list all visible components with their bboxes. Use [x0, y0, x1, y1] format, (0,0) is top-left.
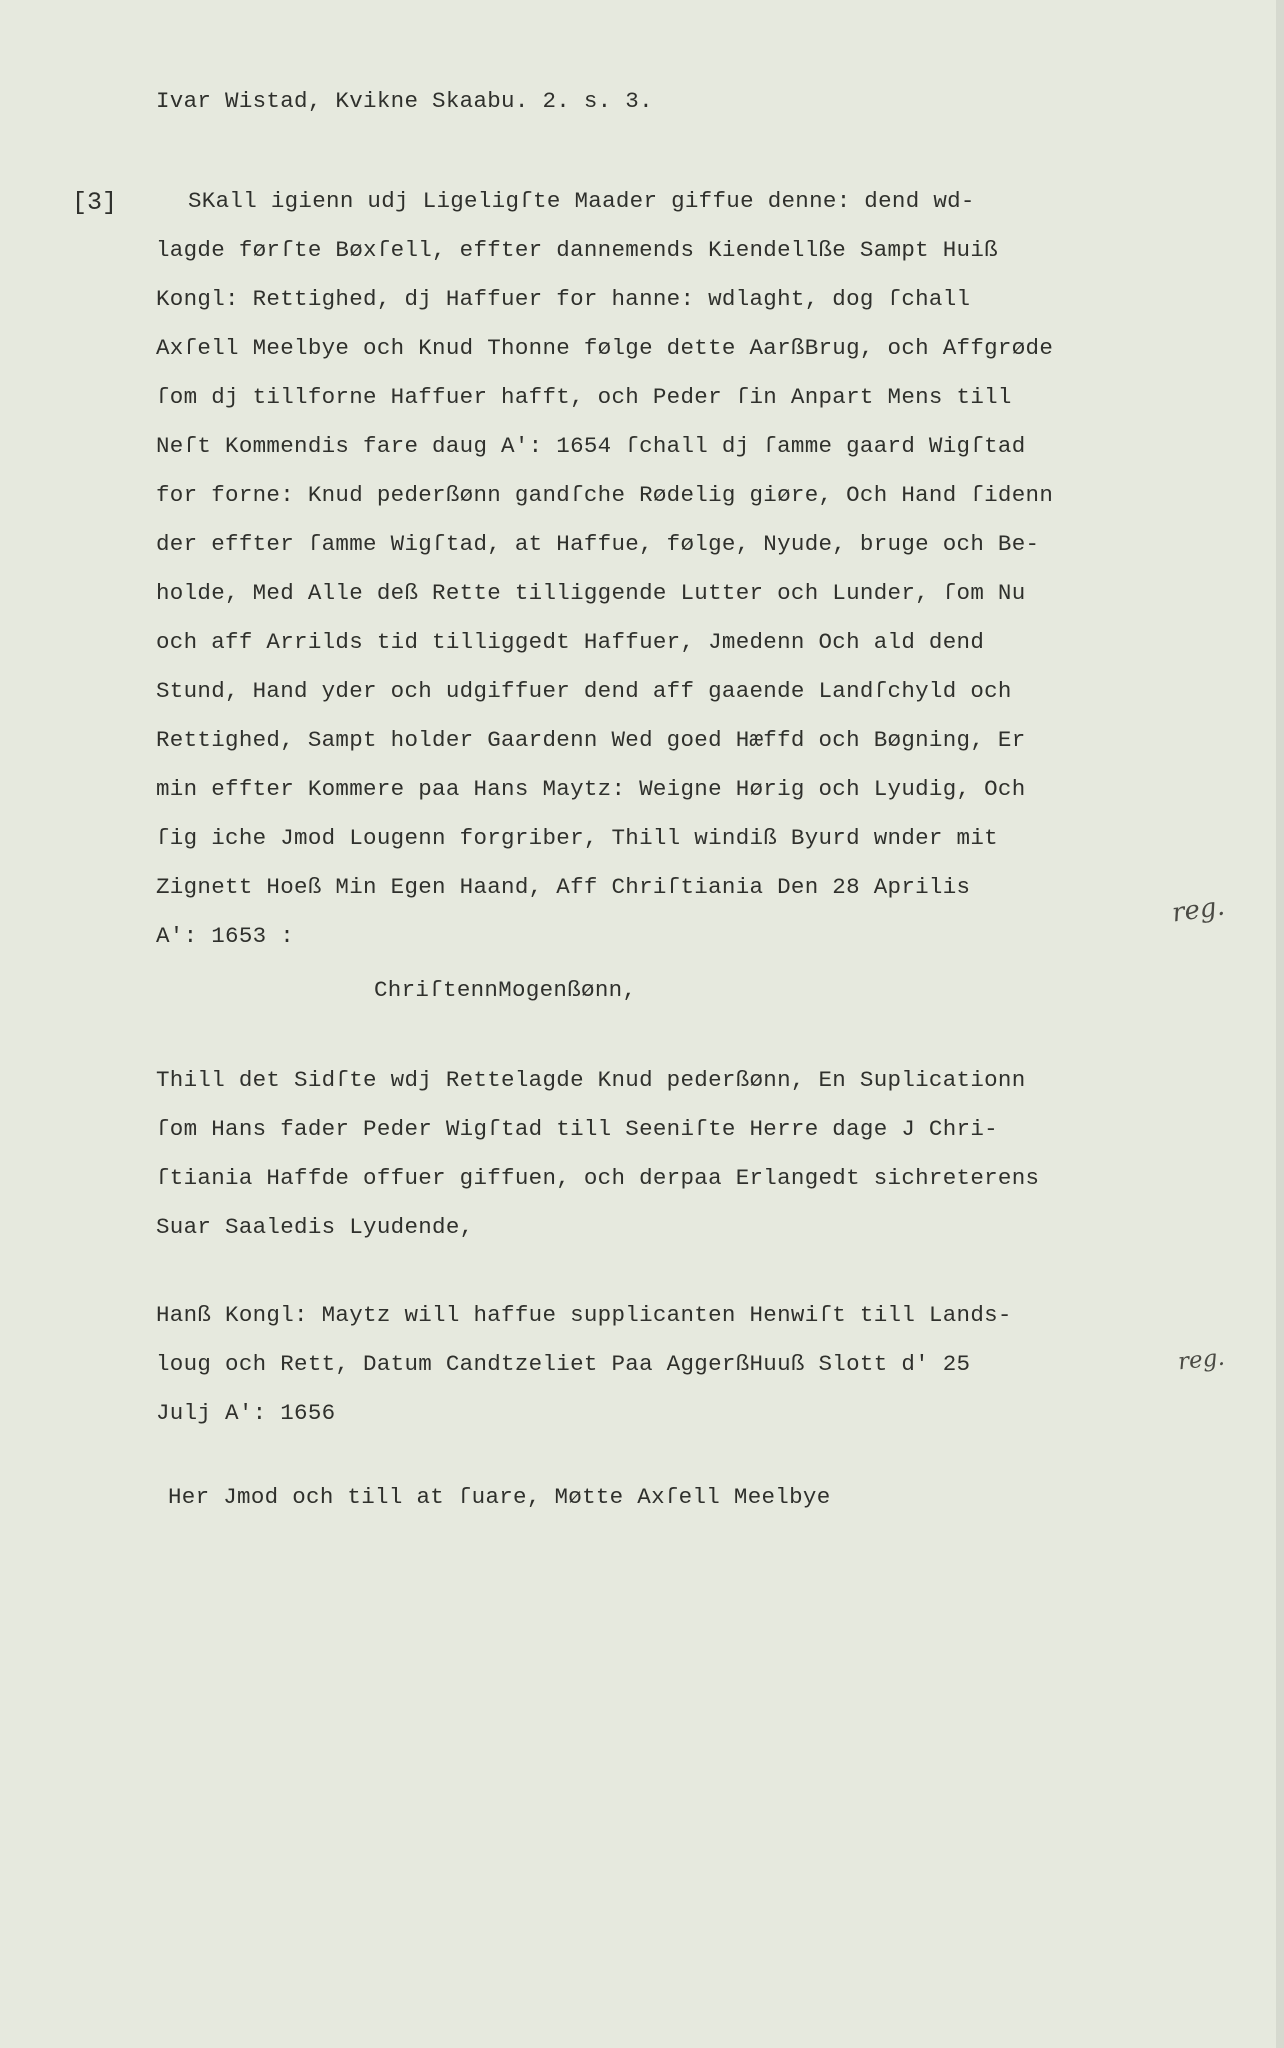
text-line: Rettighed, Sampt holder Gaardenn Wed goed Hæffd och Bøgning, Er [156, 727, 1026, 753]
signature-line: ChriſtennMogenßønn, [374, 977, 637, 1003]
text-line: Her Jmod och till at ſuare, Møtte Axſell Meelbye [168, 1484, 831, 1510]
page-marker: [3] [72, 188, 118, 217]
text-line: holde, Med Alle deß Rette tilliggende Lutter och Lunder, ſom Nu [156, 580, 1026, 606]
text-line: Axſell Meelbye och Knud Thonne følge dette AarßBrug, och Affgrøde [156, 335, 1054, 361]
text-line: Zignett Hoeß Min Egen Haand, Aff Chriſtiania Den 28 Aprilis [156, 874, 971, 900]
margin-note: reg. [1170, 891, 1227, 929]
text-line: Hanß Kongl: Maytz will haffue supplicanten Henwiſt till Lands- [156, 1302, 1012, 1328]
document-header: Ivar Wistad, Kvikne Skaabu. 2. s. 3. [156, 88, 653, 114]
text-line: ſom Hans fader Peder Wigſtad till Seeniſte Herre dage J Chri- [156, 1116, 998, 1142]
text-line: lagde førſte Bøxſell, effter dannemends Kiendellße Sampt Huiß [156, 237, 998, 263]
text-line: der effter ſamme Wigſtad, at Haffue, følge, Nyude, bruge och Be- [156, 531, 1040, 557]
text-line: min effter Kommere paa Hans Maytz: Weigne Hørig och Lyudig, Och [156, 776, 1026, 802]
text-line: loug och Rett, Datum Candtzeliet Paa AggerßHuuß Slott d' 25 [156, 1351, 971, 1377]
text-line: Julj A': 1656 [156, 1400, 336, 1426]
text-line: Thill det Sidſte wdj Rettelagde Knud pederßønn, En Suplicationn [156, 1067, 1026, 1093]
text-line: ſig iche Jmod Lougenn forgriber, Thill windiß Byurd wnder mit [156, 825, 998, 851]
text-line: Neſt Kommendis fare daug A': 1654 ſchall dj ſamme gaard Wigſtad [156, 433, 1026, 459]
text-line: SKall igienn udj Ligeligſte Maader giffue denne: dend wd- [188, 188, 975, 214]
text-line: och aff Arrilds tid tilliggedt Haffuer, Jmedenn Och ald dend [156, 629, 985, 655]
text-line: A': 1653 : [156, 923, 295, 949]
text-line: Stund, Hand yder och udgiffuer dend aff gaaende Landſchyld och [156, 678, 1012, 704]
text-line: ſom dj tillforne Haffuer hafft, och Peder ſin Anpart Mens till [156, 384, 1012, 410]
scan-edge [1276, 0, 1284, 2048]
text-line: Kongl: Rettighed, dj Haffuer for hanne: wdlaght, dog ſchall [156, 286, 971, 312]
text-line: ſtiania Haffde offuer giffuen, och derpaa Erlangedt sichreterens [156, 1165, 1040, 1191]
margin-note: reg. [1176, 1344, 1226, 1376]
text-line: for forne: Knud pederßønn gandſche Rødelig giøre, Och Hand ſidenn [156, 482, 1054, 508]
text-line: Suar Saaledis Lyudende, [156, 1214, 474, 1240]
